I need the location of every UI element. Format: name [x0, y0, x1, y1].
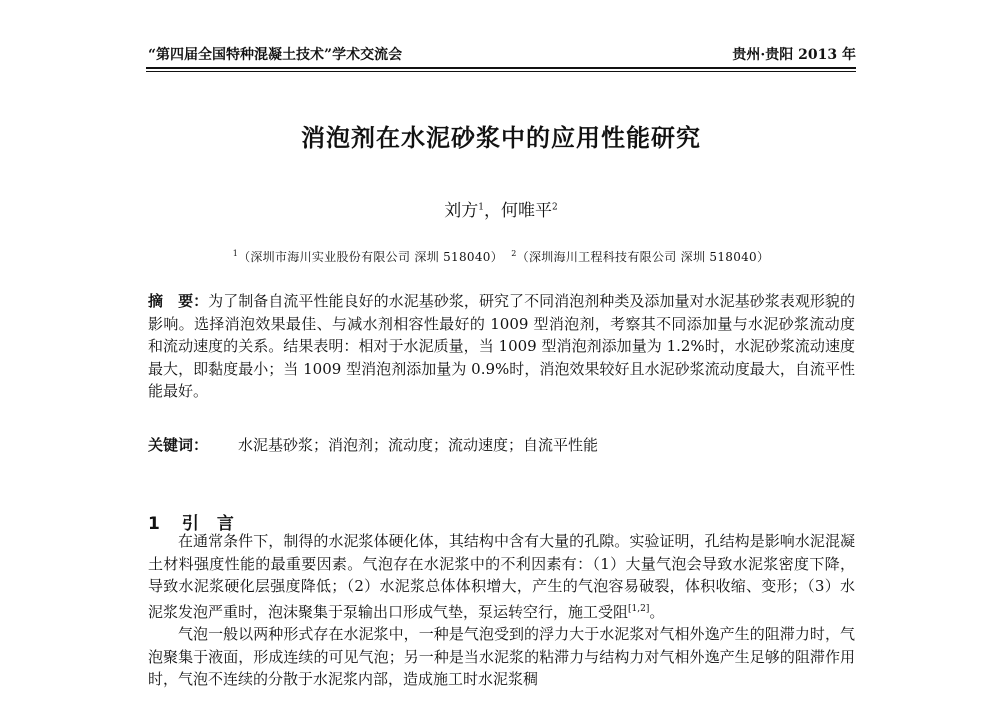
header-rule-thin: [146, 71, 856, 72]
citation-ref: [1,2]: [628, 603, 650, 614]
paper-title: 消泡剂在水泥砂浆中的应用性能研究: [301, 124, 701, 152]
author-2-name: 何唯平: [501, 201, 552, 221]
keywords-label: 关键词：: [148, 436, 209, 454]
section-title: 引言: [181, 514, 252, 534]
author-line: [146, 196, 856, 221]
author-2-sup: 2: [552, 202, 558, 213]
abstract-label: 摘 要：: [148, 292, 209, 310]
affiliation-line: [146, 248, 856, 265]
conference-name: “第四届全国特种混凝土技术”学术交流会: [148, 47, 403, 63]
author-1-sup: 1: [478, 202, 484, 213]
paragraph-2-text: 气泡一般以两种形式存在水泥浆中，一种是气泡受到的浮力大于水泥浆对气相外逸产生的阻滞力时，气泡聚集于液面，形成连续的可见气泡；另一种是当水泥浆的粘滞力与结构力对气相外逸产生足够的阻滞作用时，气泡不连续的分散于水泥浆内部，造成施工时水泥浆稠: [148, 625, 855, 688]
paragraph-1: [148, 530, 855, 623]
section-number: 1: [148, 514, 160, 534]
conference-location-year: 贵州·贵阳 2013 年: [732, 47, 856, 63]
affiliation-1-sup: 1: [232, 249, 239, 258]
abstract-text: 为了制备自流平性能良好的水泥基砂浆，研究了不同消泡剂种类及添加量对水泥基砂浆表观形貌的影响。选择消泡效果最佳、与减水剂相容性最好的 1009 型消泡剂，考察其不同添加量与水泥砂浆流动度和流动速度的关系。结果表明：相对于水泥质量，当 1009 型消泡剂添加量为 1.2%时，水泥砂浆流动速度最大，即黏度最小；当 1009 型消泡剂添加量为 0.9%时，消泡效果较好且水泥砂浆流动度最大，自流平性能最好。: [148, 292, 855, 400]
paragraph-1-end: 。: [649, 602, 665, 621]
body-text: [148, 530, 855, 691]
keywords-text: 水泥基砂浆；消泡剂；流动度；流动速度；自流平性能: [238, 436, 599, 454]
abstract: [148, 290, 855, 403]
keywords: [148, 434, 855, 455]
paragraph-2: [148, 623, 855, 691]
paragraph-1-text: 在通常条件下，制得的水泥浆体硬化体，其结构中含有大量的孔隙。实验证明，孔结构是影响水泥混凝土材料强度性能的最重要因素。气泡存在水泥浆中的不利因素有：（1）大量气泡会导致水泥浆密度下降，导致水泥浆硬化层强度降低；（2）水泥浆总体体积增大，产生的气泡容易破裂，体积收缩、变形；（3）水泥浆发泡严重时，泡沫聚集于泵输出口形成气垫，泵运转空行，施工受阻: [148, 532, 855, 621]
author-separator: ，: [484, 201, 501, 221]
author-1-name: 刘方: [444, 201, 479, 221]
affiliation-2-sup: 2: [511, 249, 517, 258]
affiliation-2: （深圳海川工程科技有限公司 深圳 518040）: [516, 250, 770, 264]
running-header: [148, 44, 856, 67]
header-rule-thick: [146, 67, 856, 69]
affiliation-1: （深圳市海川实业股份有限公司 深圳 518040）: [238, 250, 504, 264]
